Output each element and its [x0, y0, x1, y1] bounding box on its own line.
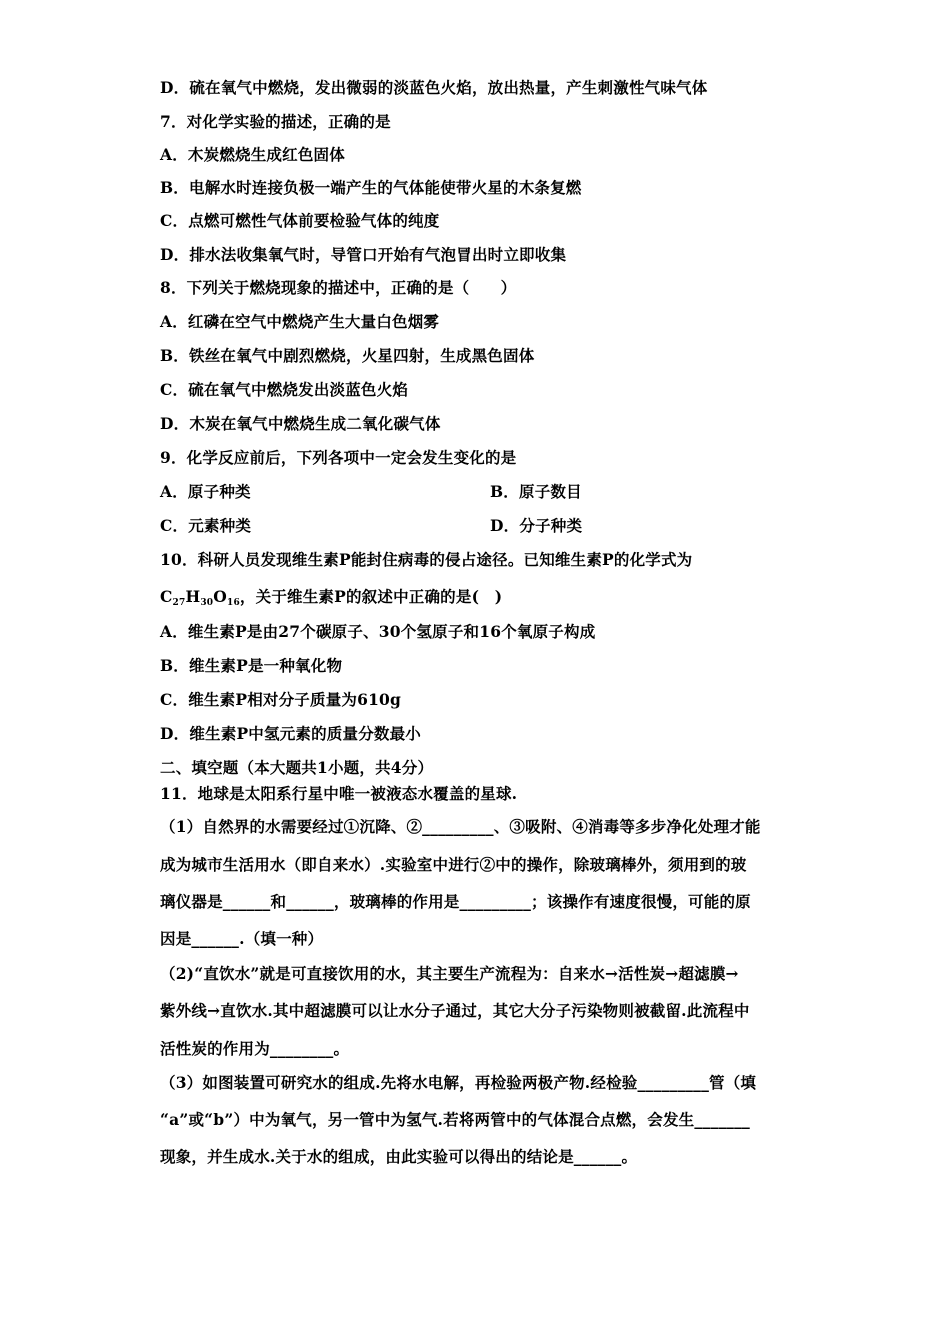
formula-h: H [185, 587, 201, 606]
q8-stem: 8．下列关于燃烧现象的描述中，正确的是（ ） [160, 278, 517, 297]
formula-c-sub: 27 [172, 598, 186, 608]
q11-p1-line2: 成为城市生活用水（即自来水）.实验室中进行②中的操作，除玻璃棒外，须用到的玻 [160, 855, 747, 874]
q11-p3-line3: 现象，并生成水.关于水的组成，由此实验可以得出的结论是______。 [160, 1147, 638, 1166]
q11-p3-line1: （3）如图装置可研究水的组成.先将水电解，再检验两极产物.经检验_________管（填 [160, 1073, 757, 1092]
formula-h-sub: 30 [200, 598, 214, 608]
q10-option-c: C．维生素P相对分子质量为610g [160, 690, 402, 709]
q10-option-d: D．维生素P中氢元素的质量分数最小 [160, 724, 421, 743]
section-heading: 二、填空题（本大题共1小题，共4分） [160, 758, 434, 777]
q11-p2-line3: 活性炭的作用为________。 [160, 1039, 350, 1058]
q8-option-b: B．铁丝在氧气中剧烈燃烧，火星四射，生成黑色固体 [160, 346, 535, 365]
q10-stem-rest: ，关于维生素P的叙述中正确的是( ) [239, 587, 503, 606]
q7-option-a: A．木炭燃烧生成红色固体 [160, 145, 345, 164]
formula-o: O [213, 587, 227, 606]
q11-p3-line2: “a”或“b”）中为氧气，另一管中为氢气.若将两管中的气体混合点燃，会发生_______ [160, 1110, 750, 1129]
q7-option-d: D．排水法收集氧气时，导管口开始有气泡冒出时立即收集 [160, 245, 567, 264]
q8-option-d: D．木炭在氧气中燃烧生成二氧化碳气体 [160, 414, 441, 433]
q11-p1-line1: （1）自然界的水需要经过①沉降、②_________、③吸附、④消毒等多步净化处理才能 [160, 817, 761, 836]
q11-p1-line3: 璃仪器是______和______，玻璃棒的作用是_________；该操作有速度很慢，可能的原 [160, 892, 751, 911]
q9-option-a: A．原子种类 [160, 482, 251, 501]
q7-option-c: C．点燃可燃性气体前要检验气体的纯度 [160, 211, 440, 230]
q9-stem: 9．化学反应前后，下列各项中一定会发生变化的是 [160, 448, 517, 467]
formula-o-sub: 16 [226, 598, 240, 608]
q11-p2-line2: 紫外线→直饮水.其中超滤膜可以让水分子通过，其它大分子污染物则被截留.此流程中 [160, 1001, 750, 1020]
formula-c: C [160, 587, 173, 606]
q9-option-c: C．元素种类 [160, 516, 252, 535]
q8-option-a: A．红磷在空气中燃烧产生大量白色烟雾 [160, 312, 440, 331]
q10-stem-line2 [160, 587, 502, 607]
q10-option-b: B．维生素P是一种氧化物 [160, 656, 343, 675]
q7-stem: 7．对化学实验的描述，正确的是 [160, 112, 391, 131]
q10-option-a: A．维生素P是由27个碳原子、30个氢原子和16个氧原子构成 [160, 622, 596, 641]
q11-p1-line4: 因是______.（填一种） [160, 929, 324, 948]
q9-option-b: B．原子数目 [490, 482, 582, 501]
q7-option-b: B．电解水时连接负极一端产生的气体能使带火星的木条复燃 [160, 178, 582, 197]
q8-option-c: C．硫在氧气中燃烧发出淡蓝色火焰 [160, 380, 409, 399]
q11-p2-line1: （2)“直饮水”就是可直接饮用的水，其主要生产流程为：自来水→活性炭→超滤膜→ [160, 964, 739, 983]
q9-option-d: D．分子种类 [490, 516, 583, 535]
q6-option-d: D．硫在氧气中燃烧，发出微弱的淡蓝色火焰，放出热量，产生刺激性气味气体 [160, 78, 708, 97]
q11-stem: 11．地球是太阳系行星中唯一被液态水覆盖的星球. [160, 784, 518, 803]
q10-stem-line1: 10．科研人员发现维生素P能封住病毒的侵占途径。已知维生素P的化学式为 [160, 550, 693, 569]
